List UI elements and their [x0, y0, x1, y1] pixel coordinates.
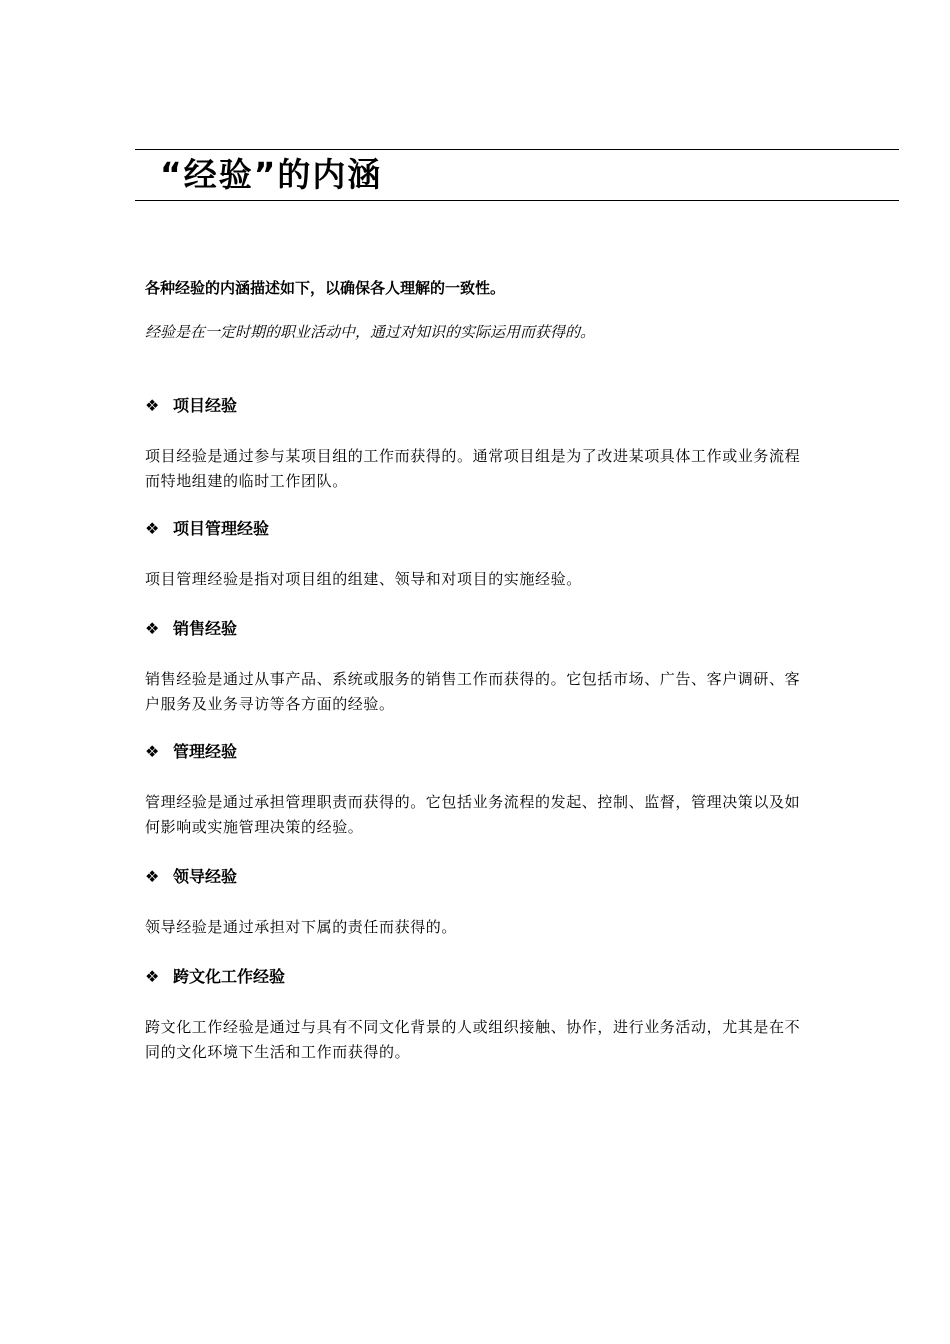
section-heading-text: 领导经验	[173, 867, 238, 886]
section-heading	[145, 965, 810, 989]
diamond-bullet-icon: ❖	[145, 742, 160, 761]
intro-bold-line: 各种经验的内涵描述如下，以确保各人理解的一致性。	[145, 279, 506, 297]
title-band	[135, 149, 899, 201]
section-heading	[145, 617, 810, 641]
diamond-bullet-icon: ❖	[145, 867, 160, 886]
document-body	[145, 276, 810, 1065]
page-title: “经验”的内涵	[160, 155, 383, 194]
section-heading	[145, 517, 810, 541]
section-heading-text: 跨文化工作经验	[173, 967, 286, 986]
section-body: 领导经验是通过承担对下属的责任而获得的。	[145, 918, 458, 936]
diamond-bullet-icon: ❖	[145, 519, 160, 538]
section-management-experience	[145, 740, 810, 840]
intro-italic-line: 经验是在一定时期的职业活动中，通过对知识的实际运用而获得的。	[145, 323, 596, 341]
section-heading-text: 项目管理经验	[173, 519, 270, 538]
section-body: 管理经验是通过承担管理职责而获得的。它包括业务流程的发起、控制、监督，管理决策以及如何影响或实施管理决策的经验。	[145, 793, 801, 836]
section-sales-experience	[145, 617, 810, 717]
section-heading-text: 项目经验	[173, 396, 238, 415]
section-heading-text: 管理经验	[173, 742, 238, 761]
section-project-management-experience	[145, 517, 810, 592]
diamond-bullet-icon: ❖	[145, 967, 160, 986]
section-body: 项目经验是通过参与某项目组的工作而获得的。通常项目组是为了改进某项具体工作或业务流程而特地组建的临时工作团队。	[145, 447, 801, 490]
section-body: 项目管理经验是指对项目组的组建、领导和对项目的实施经验。	[145, 570, 582, 588]
section-body: 跨文化工作经验是通过与具有不同文化背景的人或组织接触、协作，进行业务活动，尤其是在不同的文化环境下生活和工作而获得的。	[145, 1018, 801, 1061]
section-heading-text: 销售经验	[173, 619, 238, 638]
section-leadership-experience	[145, 865, 810, 940]
diamond-bullet-icon: ❖	[145, 396, 160, 415]
diamond-bullet-icon: ❖	[145, 619, 160, 638]
section-heading	[145, 394, 810, 418]
section-heading	[145, 865, 810, 889]
section-cross-cultural-experience	[145, 965, 810, 1065]
section-body: 销售经验是通过从事产品、系统或服务的销售工作而获得的。它包括市场、广告、客户调研、客户服务及业务寻访等各方面的经验。	[145, 670, 801, 713]
section-project-experience	[145, 394, 810, 494]
section-heading	[145, 740, 810, 764]
